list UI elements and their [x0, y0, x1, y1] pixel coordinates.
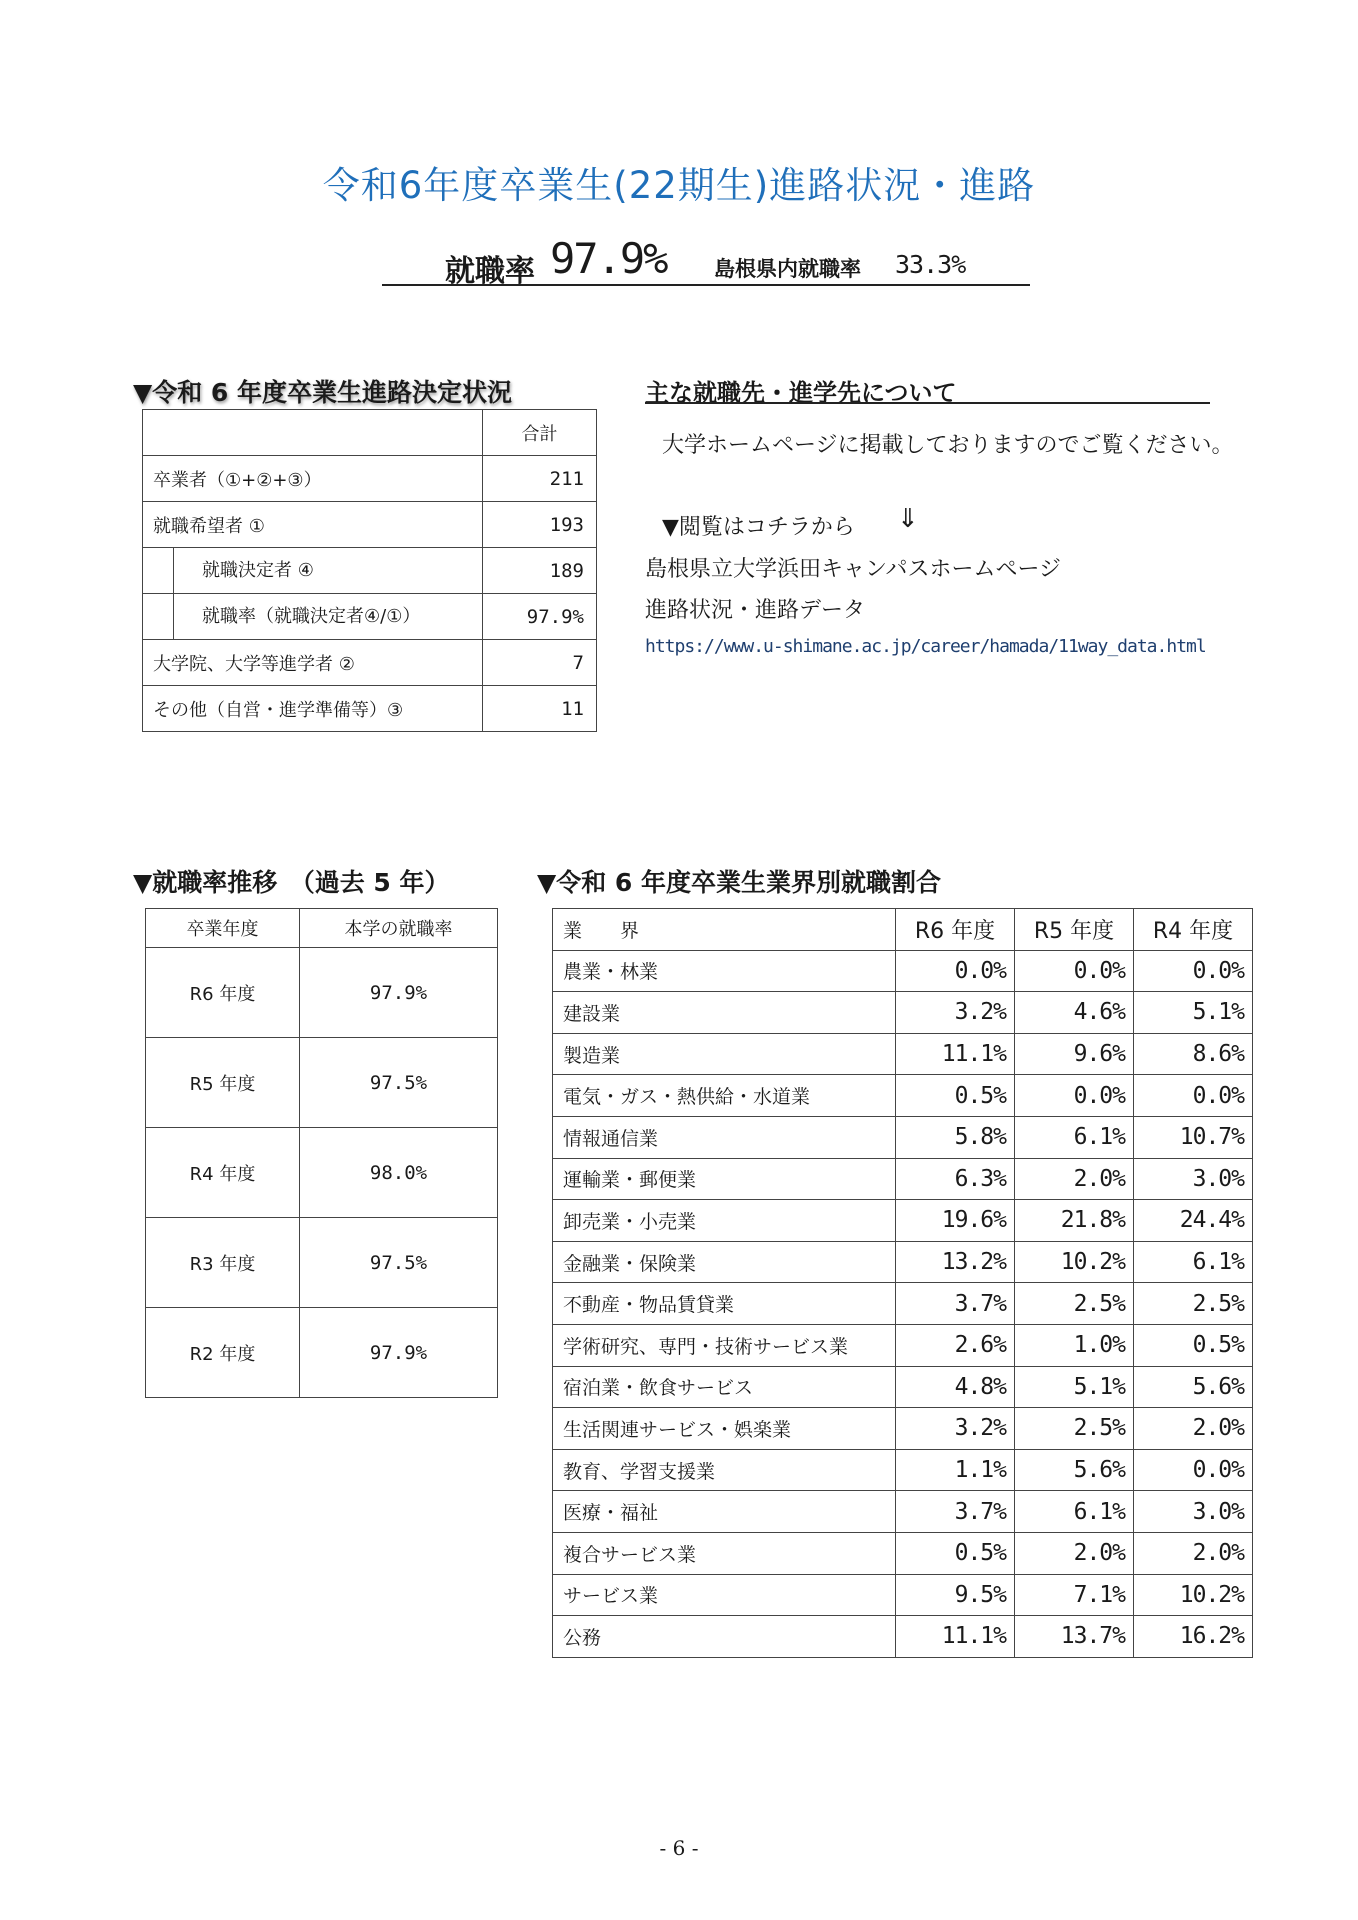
- r5-cell: 13.7%: [1015, 1616, 1134, 1658]
- r5-cell: 2.5%: [1015, 1283, 1134, 1325]
- r5-cell: 0.0%: [1015, 950, 1134, 992]
- industry-name-cell: 複合サービス業: [553, 1532, 896, 1574]
- trend-heading: ▼就職率推移 （過去 5 年）: [133, 868, 450, 897]
- row-label: 就職決定者 ④: [173, 548, 482, 593]
- table-row: [553, 1408, 1253, 1450]
- employment-rate-value: 97.9%: [550, 234, 667, 283]
- industry-ratio-table: [552, 908, 1253, 1658]
- table-row: [553, 1491, 1253, 1533]
- r6-cell: 5.8%: [896, 1116, 1015, 1158]
- prefecture-rate-label: 島根県内就職率: [714, 257, 861, 281]
- row-value: 193: [483, 502, 597, 548]
- r6-cell: 19.6%: [896, 1200, 1015, 1242]
- table-row: [553, 1449, 1253, 1491]
- column-header: 本学の就職率: [300, 909, 498, 948]
- r4-cell: 2.5%: [1134, 1283, 1253, 1325]
- industry-name-cell: 不動産・物品賃貸業: [553, 1283, 896, 1325]
- r6-cell: 3.7%: [896, 1491, 1015, 1533]
- destinations-underline: [645, 402, 1210, 404]
- r5-cell: 0.0%: [1015, 1075, 1134, 1117]
- table-row: [553, 1532, 1253, 1574]
- row-value: 7: [483, 640, 597, 686]
- r5-cell: 7.1%: [1015, 1574, 1134, 1616]
- down-arrow-icon: ⇓: [897, 504, 919, 534]
- r4-cell: 0.0%: [1134, 950, 1253, 992]
- r6-cell: 4.8%: [896, 1366, 1015, 1408]
- r4-cell: 6.1%: [1134, 1241, 1253, 1283]
- total-header: 合計: [483, 410, 597, 456]
- r6-cell: 0.5%: [896, 1532, 1015, 1574]
- decision-status-table: [142, 409, 597, 732]
- table-header-row: [146, 909, 498, 948]
- r4-cell: 0.0%: [1134, 1449, 1253, 1491]
- industry-name-cell: サービス業: [553, 1574, 896, 1616]
- industry-name-cell: 卸売業・小売業: [553, 1200, 896, 1242]
- r4-cell: 8.6%: [1134, 1033, 1253, 1075]
- table-cell: [143, 410, 483, 456]
- year-cell: R2 年度: [146, 1308, 300, 1398]
- prefecture-rate-value: 33.3%: [895, 250, 966, 279]
- row-label: その他（自営・進学準備等）③: [143, 686, 483, 732]
- r4-cell: 2.0%: [1134, 1408, 1253, 1450]
- r5-cell: 5.6%: [1015, 1449, 1134, 1491]
- r5-cell: 4.6%: [1015, 992, 1134, 1034]
- table-row: [143, 686, 597, 732]
- r4-cell: 0.0%: [1134, 1075, 1253, 1117]
- table-row: [146, 1308, 498, 1398]
- r6-cell: 9.5%: [896, 1574, 1015, 1616]
- r6-cell: 6.3%: [896, 1158, 1015, 1200]
- r6-cell: 13.2%: [896, 1241, 1015, 1283]
- table-row: [553, 1241, 1253, 1283]
- industry-heading: ▼令和 6 年度卒業生業界別就職割合: [537, 868, 942, 897]
- row-value: 189: [483, 548, 597, 594]
- table-row: [553, 1283, 1253, 1325]
- table-row: [553, 1366, 1253, 1408]
- table-row: [143, 502, 597, 548]
- info-page-name: 進路状況・進路データ: [645, 598, 866, 623]
- column-header: 卒業年度: [146, 909, 300, 948]
- r6-cell: 0.0%: [896, 950, 1015, 992]
- r5-cell: 2.0%: [1015, 1158, 1134, 1200]
- row-label: 卒業者（①+②+③）: [143, 456, 483, 502]
- r4-cell: 5.6%: [1134, 1366, 1253, 1408]
- r5-cell: 5.1%: [1015, 1366, 1134, 1408]
- row-label-cell: [143, 594, 483, 640]
- table-row: [143, 594, 597, 640]
- year-cell: R3 年度: [146, 1218, 300, 1308]
- row-label-cell: [143, 548, 483, 594]
- r4-cell: 3.0%: [1134, 1158, 1253, 1200]
- r5-cell: 9.6%: [1015, 1033, 1134, 1075]
- table-row: [553, 1200, 1253, 1242]
- industry-name-cell: 製造業: [553, 1033, 896, 1075]
- row-label: 就職率（就職決定者④/①）: [173, 594, 482, 639]
- r4-cell: 5.1%: [1134, 992, 1253, 1034]
- row-value: 97.9%: [483, 594, 597, 640]
- table-row: [553, 950, 1253, 992]
- table-header-row: [553, 909, 1253, 951]
- year-cell: R4 年度: [146, 1128, 300, 1218]
- r4-cell: 0.5%: [1134, 1324, 1253, 1366]
- table-row: [553, 992, 1253, 1034]
- info-view-prompt: ▼閲覧はコチラから: [662, 515, 855, 540]
- career-data-link[interactable]: https://www.u-shimane.ac.jp/career/hamada/11way_data.html: [645, 636, 1206, 657]
- r4-cell: 16.2%: [1134, 1616, 1253, 1658]
- r6-cell: 3.7%: [896, 1283, 1015, 1325]
- r5-cell: 6.1%: [1015, 1491, 1134, 1533]
- r6-cell: 3.2%: [896, 992, 1015, 1034]
- r5-cell: 10.2%: [1015, 1241, 1134, 1283]
- industry-rows: [553, 950, 1253, 1657]
- row-value: 211: [483, 456, 597, 502]
- r6-cell: 11.1%: [896, 1033, 1015, 1075]
- column-header: 業 界: [553, 909, 896, 951]
- industry-name-cell: 建設業: [553, 992, 896, 1034]
- rate-cell: 98.0%: [300, 1128, 498, 1218]
- industry-name-cell: 公務: [553, 1616, 896, 1658]
- industry-name-cell: 金融業・保険業: [553, 1241, 896, 1283]
- industry-name-cell: 情報通信業: [553, 1116, 896, 1158]
- employment-trend-table: [145, 908, 498, 1398]
- r6-cell: 2.6%: [896, 1324, 1015, 1366]
- industry-name-cell: 医療・福祉: [553, 1491, 896, 1533]
- table-row: [553, 1116, 1253, 1158]
- industry-name-cell: 学術研究、専門・技術サービス業: [553, 1324, 896, 1366]
- industry-name-cell: 電気・ガス・熱供給・水道業: [553, 1075, 896, 1117]
- r5-cell: 2.0%: [1015, 1532, 1134, 1574]
- table-row: [553, 1158, 1253, 1200]
- r5-cell: 1.0%: [1015, 1324, 1134, 1366]
- table-row: [143, 548, 597, 594]
- table-row: [146, 948, 498, 1038]
- rate-cell: 97.9%: [300, 1308, 498, 1398]
- table-row: [143, 640, 597, 686]
- industry-name-cell: 生活関連サービス・娯楽業: [553, 1408, 896, 1450]
- table-row: [146, 1128, 498, 1218]
- r5-cell: 2.5%: [1015, 1408, 1134, 1450]
- r4-cell: 24.4%: [1134, 1200, 1253, 1242]
- column-header: R6 年度: [896, 909, 1015, 951]
- table-row: [553, 1075, 1253, 1117]
- r4-cell: 10.2%: [1134, 1574, 1253, 1616]
- r6-cell: 11.1%: [896, 1616, 1015, 1658]
- table-row: [553, 1324, 1253, 1366]
- column-header: R4 年度: [1134, 909, 1253, 951]
- table-row: [143, 456, 597, 502]
- r6-cell: 3.2%: [896, 1408, 1015, 1450]
- table-row: [553, 1033, 1253, 1075]
- rate-cell: 97.9%: [300, 948, 498, 1038]
- row-value: 11: [483, 686, 597, 732]
- info-site-name: 島根県立大学浜田キャンパスホームページ: [645, 557, 1062, 582]
- page-number: - 6 -: [659, 1836, 699, 1860]
- table-row: [143, 410, 597, 456]
- rate-cell: 97.5%: [300, 1218, 498, 1308]
- decision-status-heading: ▼令和 6 年度卒業生進路決定状況: [133, 378, 513, 407]
- year-cell: R6 年度: [146, 948, 300, 1038]
- table-row: [146, 1218, 498, 1308]
- table-row: [553, 1574, 1253, 1616]
- r5-cell: 21.8%: [1015, 1200, 1134, 1242]
- info-text: 大学ホームページに掲載しておりますのでご覧ください。: [662, 433, 1234, 458]
- r6-cell: 1.1%: [896, 1449, 1015, 1491]
- employment-rate-label: 就職率: [445, 254, 535, 289]
- industry-name-cell: 宿泊業・飲食サービス: [553, 1366, 896, 1408]
- table-row: [553, 1616, 1253, 1658]
- r5-cell: 6.1%: [1015, 1116, 1134, 1158]
- r4-cell: 3.0%: [1134, 1491, 1253, 1533]
- industry-name-cell: 教育、学習支援業: [553, 1449, 896, 1491]
- r4-cell: 10.7%: [1134, 1116, 1253, 1158]
- rate-cell: 97.5%: [300, 1038, 498, 1128]
- industry-name-cell: 農業・林業: [553, 950, 896, 992]
- row-label: 就職希望者 ①: [143, 502, 483, 548]
- page-title: 令和6年度卒業生(22期生)進路状況・進路: [322, 164, 1036, 207]
- table-row: [146, 1038, 498, 1128]
- r4-cell: 2.0%: [1134, 1532, 1253, 1574]
- r6-cell: 0.5%: [896, 1075, 1015, 1117]
- destinations-heading: 主な就職先・進学先について: [645, 379, 957, 407]
- industry-name-cell: 運輸業・郵便業: [553, 1158, 896, 1200]
- year-cell: R5 年度: [146, 1038, 300, 1128]
- column-header: R5 年度: [1015, 909, 1134, 951]
- row-label: 大学院、大学等進学者 ②: [143, 640, 483, 686]
